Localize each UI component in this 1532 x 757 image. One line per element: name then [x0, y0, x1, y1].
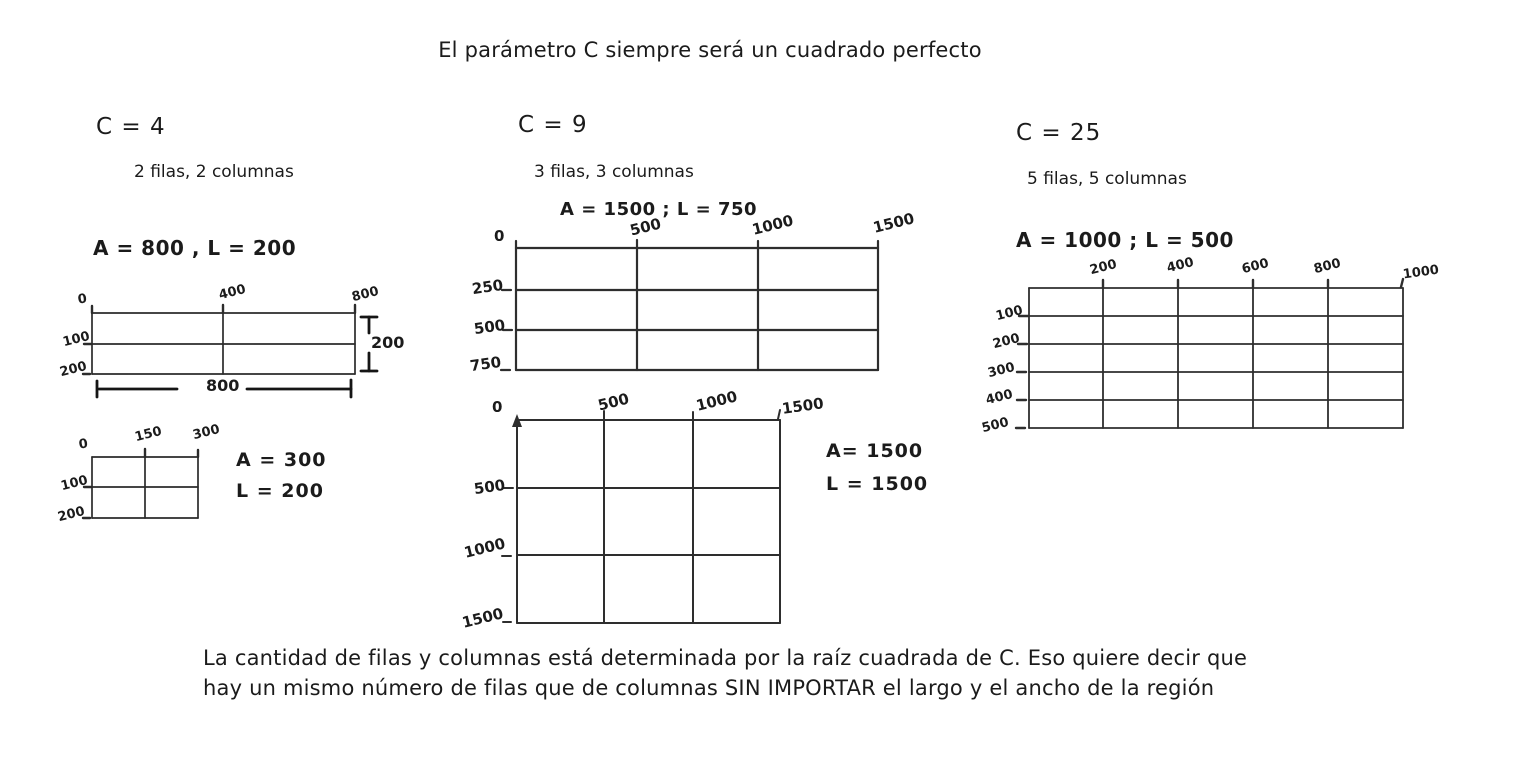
section-c4-heading: C = 4 [96, 114, 166, 140]
grid4-area-label: A= 1500 [826, 440, 924, 462]
grid2-x-label-2: 300 [191, 421, 222, 444]
grid2-area-label: A = 300 [236, 449, 327, 471]
footer-line1: La cantidad de filas y columnas está determinada por la raíz cuadrada de C. Eso quiere decir que [203, 646, 1248, 670]
section-c4-params: A = 800 , L = 200 [93, 236, 297, 260]
section-c25-params: A = 1000 ; L = 500 [1016, 228, 1234, 252]
grid1-x-label-0: 0 [76, 291, 88, 308]
grid1-x-label-1: 400 [217, 281, 248, 304]
grid5-x-label-3: 800 [1312, 255, 1343, 278]
section-c25-subheading: 5 filas, 5 columnas [1027, 169, 1187, 189]
grid4-lines [502, 410, 780, 623]
section-c9-heading: C = 9 [518, 112, 588, 138]
grid3-x-label-0: 0 [494, 227, 505, 245]
grid5-y-label-1: 200 [991, 330, 1022, 353]
grid1-height-dim-label: 200 [371, 333, 405, 352]
grid2-x-label-0: 0 [77, 436, 89, 453]
grid2-lines [83, 449, 198, 518]
grid3-lines [501, 240, 878, 370]
grid4-x-label-2: 1000 [694, 387, 740, 415]
grid4-x-label-3: 1500 [780, 394, 825, 418]
grid5-y-label-4: 500 [980, 414, 1011, 437]
section-c9-params: A = 1500 ; L = 750 [560, 199, 758, 220]
footer-line2: hay un mismo número de filas que de columnas SIN IMPORTAR el largo y el ancho de la región [203, 676, 1215, 700]
grid2-y-label-0: 100 [59, 472, 90, 495]
grid4-x-label-1: 500 [596, 389, 631, 415]
grid1-x-label-2: 800 [350, 283, 381, 306]
grid2-x-label-1: 150 [133, 423, 164, 446]
section-c9-subheading: 3 filas, 3 columnas [534, 162, 694, 182]
grid3-y-label-0: 250 [470, 275, 505, 299]
grid4-length-label: L = 1500 [826, 473, 929, 495]
grid1-width-dim-label: 800 [206, 376, 240, 395]
grid5-x-label-1: 400 [1165, 254, 1196, 277]
grid5-x-label-4: 1000 [1401, 262, 1440, 283]
grid5-y-label-3: 400 [984, 386, 1015, 409]
grid4-y-label-1: 1000 [462, 534, 508, 562]
grid5-y-label-2: 300 [986, 359, 1017, 382]
grid3-x-label-1: 500 [628, 214, 663, 240]
grid4-y-label-2: 1500 [460, 604, 506, 632]
grid3-x-label-2: 1000 [750, 211, 796, 239]
section-c25-heading: C = 25 [1016, 120, 1102, 146]
grid3-x-label-3: 1500 [871, 209, 917, 237]
grid5-lines [1016, 279, 1403, 428]
grid2-y-label-1: 200 [56, 503, 87, 526]
grid4-y-label-0: 500 [472, 475, 507, 499]
grid5-y-label-0: 100 [994, 302, 1025, 325]
grid5-x-label-0: 200 [1088, 256, 1119, 279]
grid2-length-label: L = 200 [236, 480, 324, 502]
grid1-lines [83, 305, 355, 374]
section-c4-subheading: 2 filas, 2 columnas [134, 162, 294, 182]
grid1-y-label-1: 200 [58, 358, 89, 381]
grid1-y-label-0: 100 [61, 328, 92, 351]
page-title: El parámetro C siempre será un cuadrado perfecto [438, 38, 982, 62]
grid3-y-label-1: 500 [472, 315, 507, 339]
grid4-x-label-0: 0 [492, 398, 503, 416]
grid3-y-label-2: 750 [468, 352, 503, 376]
grid5-x-label-2: 600 [1240, 255, 1271, 278]
